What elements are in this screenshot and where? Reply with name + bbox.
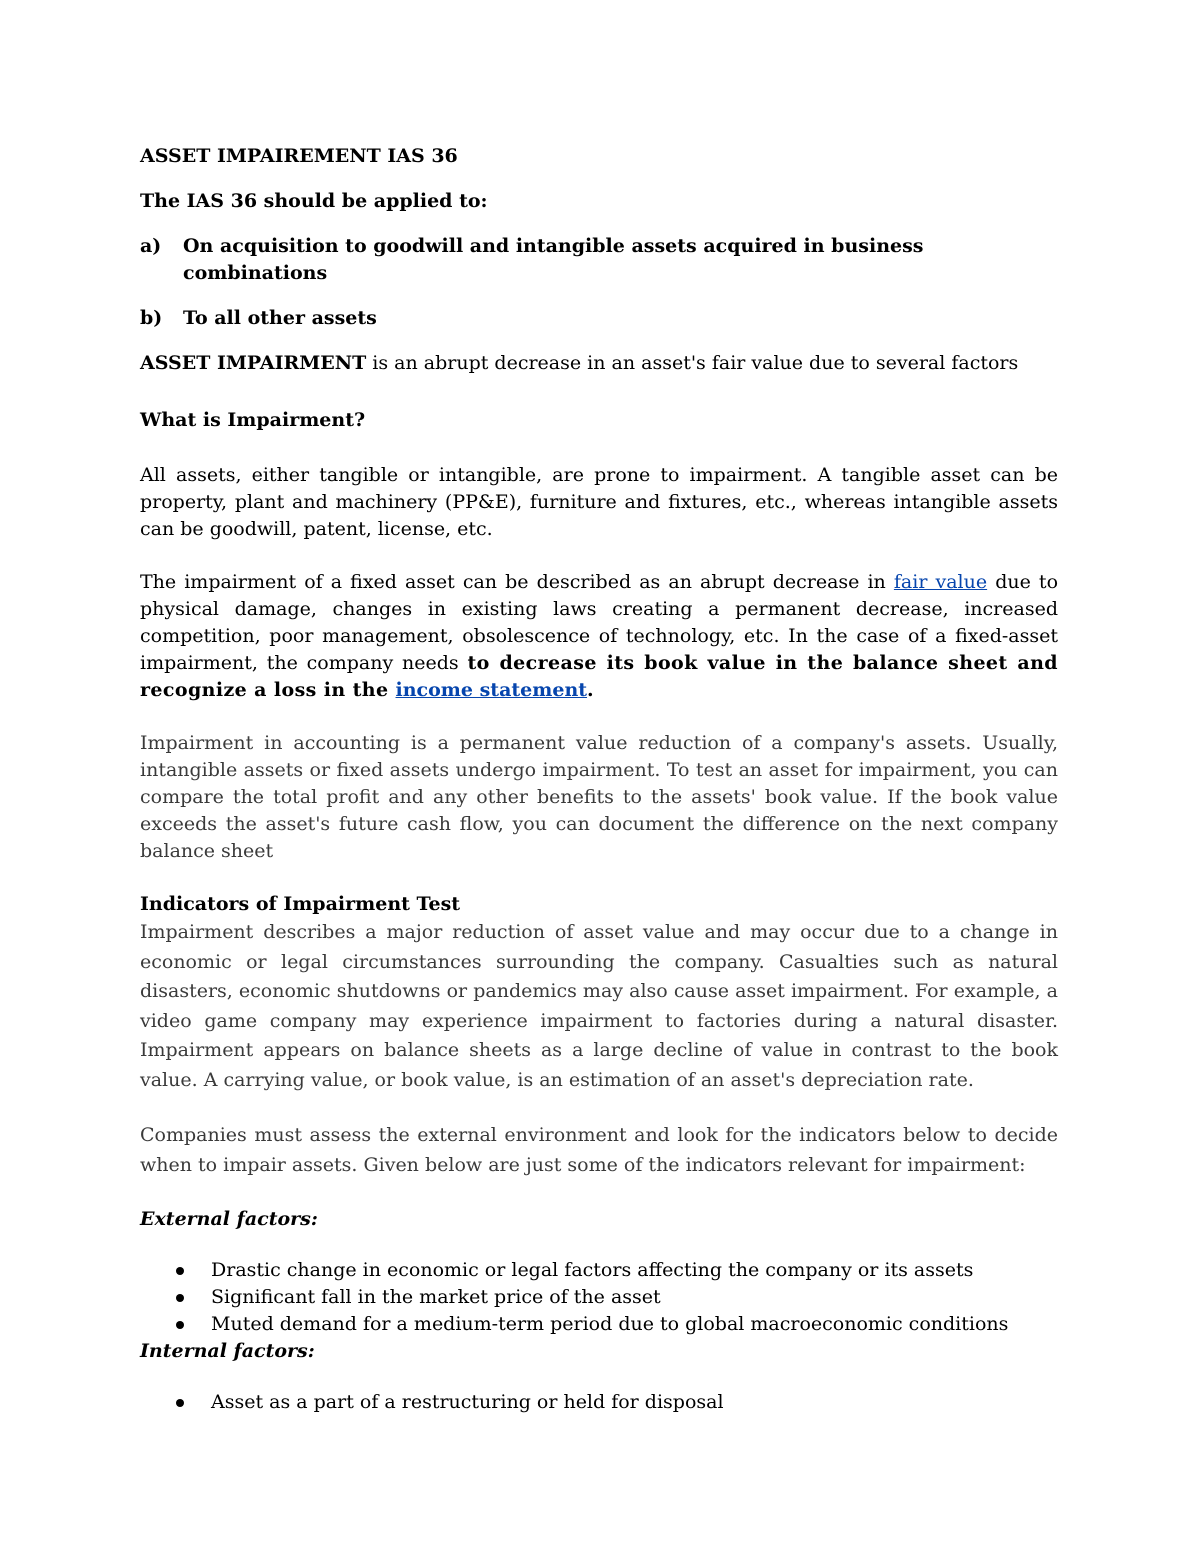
list-item-text: Drastic change in economic or legal factors affecting the company or its assets [211, 1259, 974, 1281]
applied-item-letter: a) [140, 235, 162, 257]
what-is-impairment-heading: What is Impairment? [140, 409, 366, 431]
bullet-icon [176, 1267, 184, 1275]
internal-factors-list [140, 1389, 1058, 1416]
applied-item-text: On acquisition to goodwill and intangible assets acquired in business combinations [183, 235, 924, 284]
paragraph-accounting-impairment: Impairment in accounting is a permanent value reduction of a company's assets. Usually, intangible assets or fixed assets undergo impairment. To test an asset for impairment, you can compare the total profit and any other benefits to the assets' book value. If the book value exceeds the asset's future cash flow, you can document the difference on the next company balance sheet [140, 732, 1058, 862]
list-item [140, 1284, 1058, 1311]
list-item-text: Asset as a part of a restructuring or held for disposal [211, 1391, 724, 1413]
external-factors-list [140, 1257, 1058, 1338]
external-factors-heading: External factors: [140, 1208, 318, 1230]
applied-intro: The IAS 36 should be applied to: [140, 190, 488, 212]
paragraph-assessment: Companies must assess the external environment and look for the indicators below to decide when to impair assets. Given below are just some of the indicators relevant for impairment: [140, 1124, 1058, 1176]
paragraph-fixed-asset-impairment [140, 569, 1058, 704]
bullet-icon [176, 1399, 184, 1407]
paragraph-text: due to physical damage, changes in existing laws creating a permanent decrease, increased competition, poor management, obsolescence of technology, etc. In the case of a fixed-asset impairment, the company needs [140, 571, 1059, 674]
applied-item-a [140, 233, 1058, 287]
definition-text: is an abrupt decrease in an asset's fair value due to several factors [366, 352, 1019, 374]
definition-term: ASSET IMPAIRMENT [140, 352, 367, 374]
list-item [140, 1311, 1058, 1338]
emphasis-period: . [587, 679, 595, 701]
indicators-heading: Indicators of Impairment Test [140, 893, 461, 915]
document-page [140, 143, 1058, 1416]
list-item [140, 1389, 1058, 1416]
impairment-definition [140, 350, 1058, 377]
document-title: ASSET IMPAIREMENT IAS 36 [140, 145, 458, 167]
bullet-icon [176, 1294, 184, 1302]
list-item [140, 1257, 1058, 1284]
paragraph-indicators: Impairment describes a major reduction of asset value and may occur due to a change in economic or legal circumstances surrounding the company. Casualties such as natural disasters, economic shutdowns or pandemics may also cause asset impairment. For example, a video game company may experience impairment to factories during a natural disaster. Impairment appears on balance sheets as a large decline of value in contrast to the book value. A carrying value, or book value, is an estimation of an asset's depreciation rate. [140, 921, 1058, 1091]
internal-factors-heading: Internal factors: [140, 1340, 315, 1362]
list-item-text: Significant fall in the market price of the asset [211, 1286, 661, 1308]
applied-item-b [140, 305, 1058, 332]
emphasis-text: to decrease its book value in the balance sheet and recognize a loss in the [140, 652, 1058, 701]
applied-item-text: To all other assets [183, 307, 377, 329]
paragraph-asset-types: All assets, either tangible or intangible, are prone to impairment. A tangible asset can be property, plant and machinery (PP&E), furniture and fixtures, etc., whereas intangible assets can be goodwill, patent, license, etc. [140, 464, 1058, 540]
income-statement-link[interactable]: income statement [395, 679, 588, 701]
paragraph-text: The impairment of a fixed asset can be described as an abrupt decrease in [140, 571, 894, 593]
bullet-icon [176, 1321, 184, 1329]
applied-item-letter: b) [140, 307, 163, 329]
list-item-text: Muted demand for a medium-term period due to global macroeconomic conditions [211, 1313, 1009, 1335]
fair-value-link[interactable]: fair value [893, 571, 988, 593]
